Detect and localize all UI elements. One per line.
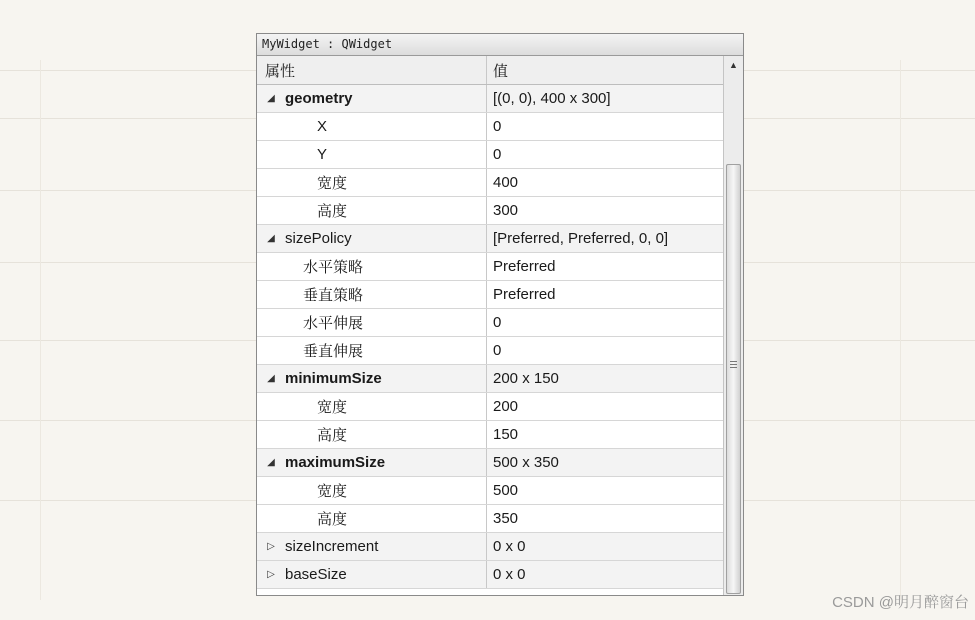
scroll-thumb[interactable] xyxy=(726,164,741,594)
property-group-row[interactable] xyxy=(257,449,723,477)
property-name-cell[interactable] xyxy=(257,561,487,588)
property-value[interactable]: [(0, 0), 400 x 300] xyxy=(493,90,611,107)
property-name-cell[interactable] xyxy=(257,169,487,196)
property-value[interactable]: 0 xyxy=(493,314,502,331)
triangle-right-icon[interactable]: ▷ xyxy=(267,569,275,580)
property-group-row[interactable] xyxy=(257,85,723,113)
triangle-down-icon[interactable]: ◢ xyxy=(267,457,275,468)
property-value[interactable]: 200 xyxy=(493,398,519,415)
property-row[interactable] xyxy=(257,281,723,309)
property-row[interactable] xyxy=(257,253,723,281)
property-value[interactable]: 300 xyxy=(493,202,519,219)
property-name: geometry xyxy=(285,90,353,107)
property-value[interactable]: Preferred xyxy=(493,286,556,303)
property-group-row[interactable] xyxy=(257,561,723,589)
property-value[interactable]: 200 x 150 xyxy=(493,370,559,387)
property-name-cell[interactable] xyxy=(257,253,487,280)
property-name-cell[interactable] xyxy=(257,393,487,420)
triangle-down-icon[interactable]: ◢ xyxy=(267,373,275,384)
vertical-scrollbar[interactable] xyxy=(723,56,743,595)
property-row[interactable] xyxy=(257,421,723,449)
property-group-row[interactable] xyxy=(257,365,723,393)
triangle-right-icon[interactable]: ▷ xyxy=(267,541,275,552)
property-row[interactable] xyxy=(257,309,723,337)
property-name: 垂直伸展 xyxy=(303,343,364,360)
property-name-cell[interactable] xyxy=(257,113,487,140)
property-name: 垂直策略 xyxy=(303,287,364,304)
property-name-cell[interactable] xyxy=(257,449,487,476)
property-name: 宽度 xyxy=(317,175,348,192)
property-row[interactable] xyxy=(257,477,723,505)
property-name-cell[interactable] xyxy=(257,281,487,308)
property-name-cell[interactable] xyxy=(257,421,487,448)
triangle-down-icon[interactable]: ◢ xyxy=(267,233,275,244)
property-value[interactable]: 0 xyxy=(493,342,502,359)
property-row[interactable] xyxy=(257,141,723,169)
property-value[interactable]: 0 xyxy=(493,146,502,163)
property-name-cell[interactable] xyxy=(257,197,487,224)
property-value[interactable]: 500 x 350 xyxy=(493,454,559,471)
property-name: X xyxy=(317,118,328,135)
property-value[interactable]: 0 x 0 xyxy=(493,538,526,555)
property-name: 宽度 xyxy=(317,483,348,500)
grid-header xyxy=(257,56,723,85)
property-name: 高度 xyxy=(317,203,348,220)
property-name: sizeIncrement xyxy=(285,538,379,555)
property-value[interactable]: 150 xyxy=(493,426,519,443)
column-header-property[interactable]: 属性 xyxy=(257,56,487,84)
property-name-cell[interactable] xyxy=(257,533,487,560)
property-row[interactable] xyxy=(257,113,723,141)
property-name: sizePolicy xyxy=(285,230,352,247)
property-name: 水平伸展 xyxy=(303,315,364,332)
property-name-cell[interactable] xyxy=(257,225,487,252)
property-value[interactable]: Preferred xyxy=(493,258,556,275)
property-value[interactable]: 400 xyxy=(493,174,519,191)
property-name-cell[interactable] xyxy=(257,477,487,504)
property-name: 高度 xyxy=(317,427,348,444)
property-row[interactable] xyxy=(257,505,723,533)
property-name: Y xyxy=(317,146,328,163)
property-name: maximumSize xyxy=(285,454,386,471)
property-name-cell[interactable] xyxy=(257,85,487,112)
property-value[interactable]: 0 x 0 xyxy=(493,566,526,583)
property-value[interactable]: 350 xyxy=(493,510,519,527)
triangle-down-icon[interactable]: ◢ xyxy=(267,93,275,104)
scroll-up-arrow-icon[interactable]: ▲ xyxy=(729,60,738,70)
property-group-row[interactable] xyxy=(257,225,723,253)
property-name-cell[interactable] xyxy=(257,309,487,336)
property-name-cell[interactable] xyxy=(257,337,487,364)
property-row[interactable] xyxy=(257,337,723,365)
property-row[interactable] xyxy=(257,197,723,225)
property-value[interactable]: [Preferred, Preferred, 0, 0] xyxy=(493,230,669,247)
property-value[interactable]: 0 xyxy=(493,118,502,135)
property-row[interactable] xyxy=(257,393,723,421)
property-name-cell[interactable] xyxy=(257,141,487,168)
property-name: minimumSize xyxy=(285,370,382,387)
property-row[interactable] xyxy=(257,169,723,197)
column-header-value[interactable]: 值 xyxy=(493,62,509,80)
object-title: MyWidget : QWidget xyxy=(257,34,743,56)
property-grid xyxy=(257,56,723,589)
property-name: 宽度 xyxy=(317,399,348,416)
property-name: baseSize xyxy=(285,566,347,583)
watermark: CSDN @明月醉窗台 xyxy=(832,594,969,611)
property-name: 高度 xyxy=(317,511,348,528)
property-editor xyxy=(256,33,744,596)
property-name: 水平策略 xyxy=(303,259,364,276)
property-group-row[interactable] xyxy=(257,533,723,561)
property-name-cell[interactable] xyxy=(257,365,487,392)
property-value[interactable]: 500 xyxy=(493,482,519,499)
property-name-cell[interactable] xyxy=(257,505,487,532)
